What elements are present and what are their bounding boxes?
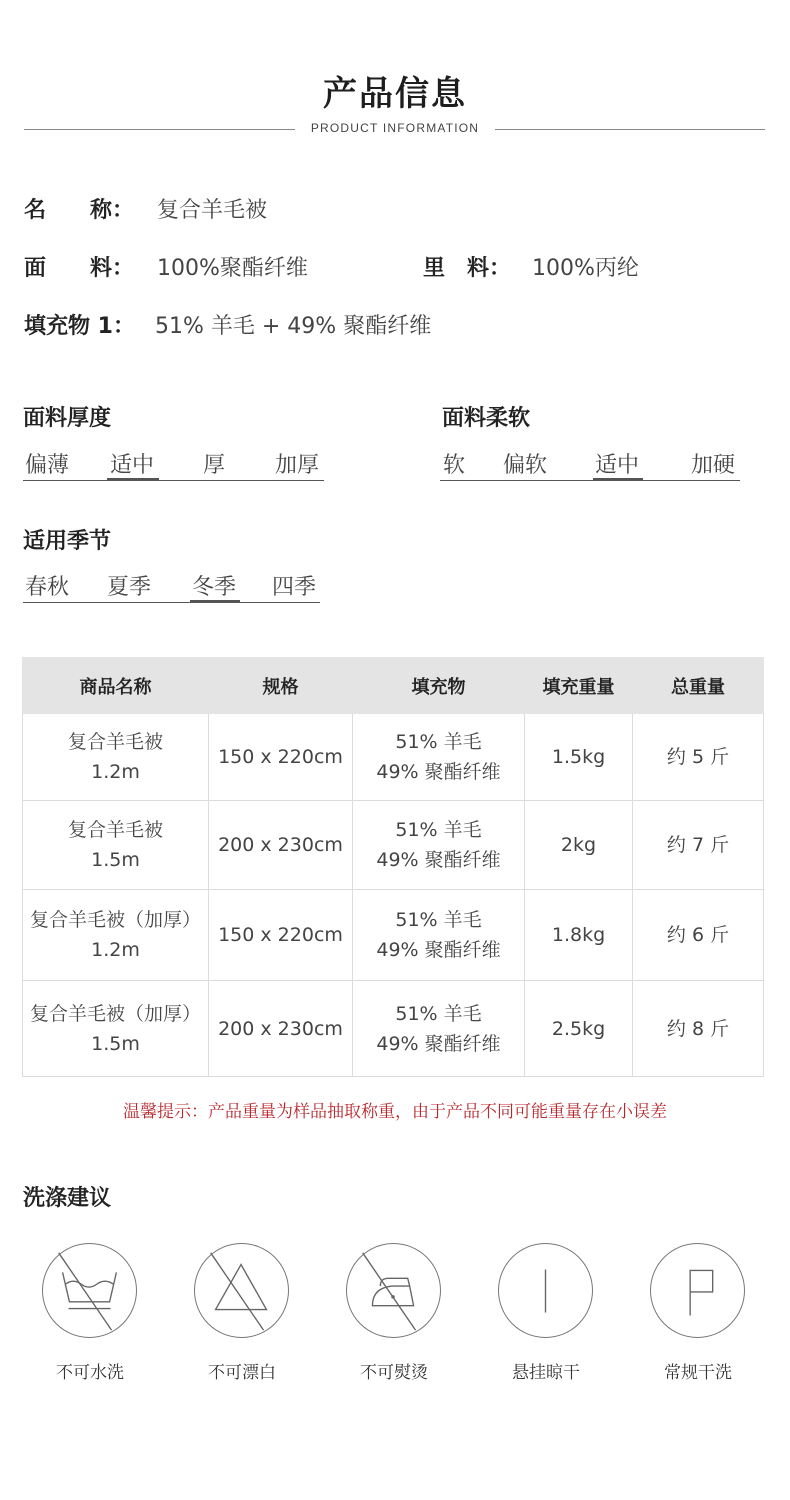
fabric-label: 面 料： <box>24 256 135 281</box>
table-header-row <box>23 658 764 714</box>
header-fill-weight: 填充重量 <box>525 658 633 714</box>
no-iron-icon <box>346 1243 441 1338</box>
table-row <box>23 890 764 981</box>
cell-product-name: 复合羊毛被 1.2m <box>23 714 209 801</box>
table-row <box>23 801 764 890</box>
thickness-option-thin: 偏薄 <box>25 453 70 478</box>
cell-product-name: 复合羊毛被 1.5m <box>23 801 209 890</box>
fabric-value: 100%聚酯纤维 <box>157 256 308 281</box>
cell-filling: 51% 羊毛 49% 聚酯纤维 <box>353 801 525 890</box>
header-product-name: 商品名称 <box>23 658 209 714</box>
softness-selected-marker <box>593 478 643 481</box>
season-scale-line <box>23 602 320 603</box>
cell-spec: 150 x 220cm <box>209 714 353 801</box>
lining-label: 里 料： <box>423 256 512 281</box>
thickness-option-thick: 厚 <box>203 453 226 478</box>
softness-option-medium: 适中 <box>595 453 640 478</box>
cell-fill-weight: 2.5kg <box>525 981 633 1077</box>
softness-heading: 面料柔软 <box>442 406 531 431</box>
filling-value: 51% 羊毛 + 49% 聚酯纤维 <box>155 314 432 339</box>
cell-filling: 51% 羊毛 49% 聚酯纤维 <box>353 890 525 981</box>
dry-clean-icon <box>650 1243 745 1338</box>
page-subtitle: PRODUCT INFORMATION <box>310 121 480 135</box>
line-dry-icon <box>498 1243 593 1338</box>
no-wash-icon <box>42 1243 137 1338</box>
no-bleach-icon <box>194 1243 289 1338</box>
care-label-no-wash: 不可水洗 <box>56 1363 124 1383</box>
cell-spec: 150 x 220cm <box>209 890 353 981</box>
name-label: 名 称： <box>24 198 135 223</box>
season-selected-marker <box>190 600 240 603</box>
thickness-option-medium: 适中 <box>110 453 155 478</box>
cell-product-name: 复合羊毛被（加厚） 1.5m <box>23 981 209 1077</box>
season-option-winter: 冬季 <box>192 575 237 600</box>
softness-option-soft: 软 <box>443 453 466 478</box>
cell-fill-weight: 2kg <box>525 801 633 890</box>
softness-scale-line <box>440 480 740 481</box>
cell-spec: 200 x 230cm <box>209 801 353 890</box>
cell-filling: 51% 羊毛 49% 聚酯纤维 <box>353 714 525 801</box>
care-label-dry-clean: 常规干洗 <box>664 1363 732 1383</box>
filling-label: 填充物 1： <box>24 314 135 339</box>
cell-total-weight: 约 6 斤 <box>633 890 764 981</box>
spec-table <box>22 657 764 1077</box>
cell-spec: 200 x 230cm <box>209 981 353 1077</box>
cell-fill-weight: 1.5kg <box>525 714 633 801</box>
cell-total-weight: 约 7 斤 <box>633 801 764 890</box>
season-heading: 适用季节 <box>23 529 112 554</box>
lining-value: 100%丙纶 <box>532 256 639 281</box>
thickness-selected-marker <box>107 478 159 481</box>
care-label-no-iron: 不可熨烫 <box>360 1363 428 1383</box>
page-title: 产品信息 <box>323 74 467 114</box>
softness-option-slightly-soft: 偏软 <box>503 453 548 478</box>
header-filling: 填充物 <box>353 658 525 714</box>
name-value: 复合羊毛被 <box>157 198 268 223</box>
cell-filling: 51% 羊毛 49% 聚酯纤维 <box>353 981 525 1077</box>
header-total-weight: 总重量 <box>633 658 764 714</box>
table-row <box>23 981 764 1077</box>
care-label-line-dry: 悬挂晾干 <box>512 1363 580 1383</box>
season-option-spring-autumn: 春秋 <box>25 575 70 600</box>
header-spec: 规格 <box>209 658 353 714</box>
season-option-summer: 夏季 <box>107 575 152 600</box>
thickness-scale-line <box>23 480 324 481</box>
cell-total-weight: 约 8 斤 <box>633 981 764 1077</box>
table-row <box>23 714 764 801</box>
thickness-heading: 面料厚度 <box>23 406 112 431</box>
weight-note: 温馨提示：产品重量为样品抽取称重，由于产品不同可能重量存在小误差 <box>123 1102 667 1122</box>
care-label-no-bleach: 不可漂白 <box>208 1363 276 1383</box>
cell-fill-weight: 1.8kg <box>525 890 633 981</box>
softness-option-hard: 加硬 <box>691 453 736 478</box>
cell-total-weight: 约 5 斤 <box>633 714 764 801</box>
thickness-option-extra-thick: 加厚 <box>275 453 320 478</box>
cell-product-name: 复合羊毛被（加厚） 1.2m <box>23 890 209 981</box>
season-option-all: 四季 <box>272 575 317 600</box>
care-heading: 洗涤建议 <box>23 1186 112 1211</box>
